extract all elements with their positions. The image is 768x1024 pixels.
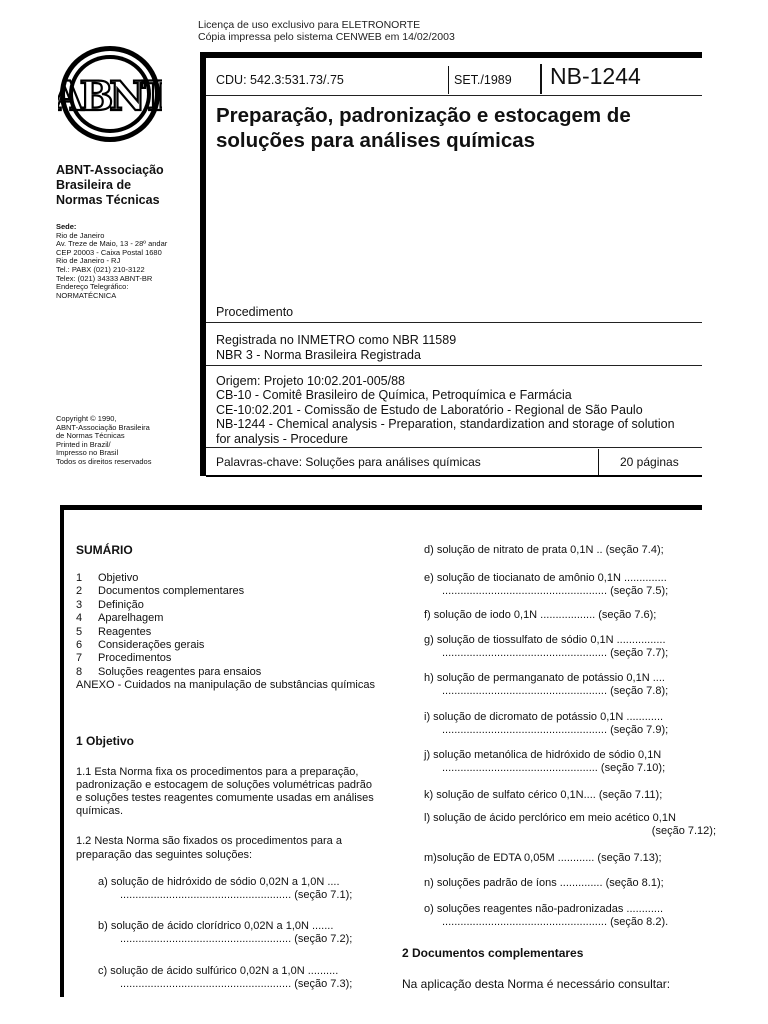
header-top-rule <box>200 52 702 58</box>
toc-item[interactable]: 1 Objetivo <box>76 572 139 584</box>
cdu-code: CDU: 542.3:531.73/.75 <box>216 73 344 87</box>
list-item: g) solução de tiossulfato de sódio 0,1N ................ ...................................................... (seção 7.7); <box>424 634 669 659</box>
rule <box>206 95 702 96</box>
list-item: i) solução de dicromato de potássio 0,1N ............ ...................................................... (seção 7.9); <box>424 711 669 736</box>
divider <box>598 449 599 475</box>
rule <box>206 322 702 323</box>
organization-name: ABNT-Associação Brasileira de Normas Técnicas <box>56 163 164 207</box>
toc-item[interactable]: 7 Procedimentos <box>76 652 172 665</box>
list-item: a) solução de hidróxido de sódio 0,02N a 1,0N .... ........................................................ (seção 7.1); <box>98 876 353 901</box>
abnt-logo <box>58 44 162 144</box>
page-count: 20 páginas <box>620 455 679 469</box>
list-item: m)solução de EDTA 0,05M ............ (seção 7.13); <box>424 852 662 864</box>
list-item: k) solução de sulfato cérico 0,1N.... (seção 7.11); <box>424 789 663 801</box>
document-type: Procedimento <box>216 305 294 319</box>
registration-info: Registrada no INMETRO como NBR 11589 NBR 3 - Norma Brasileira Registrada <box>216 333 457 362</box>
print-line: Cópia impressa pelo sistema CENWEB em 14/02/2003 <box>198 31 455 43</box>
svg-text:ABNT: ABNT <box>58 73 162 120</box>
list-item: c) solução de ácido sulfúrico 0,02N a 1,0N .......... ........................................................ (seção 7.3); <box>98 965 353 990</box>
toc-annex[interactable]: ANEXO - Cuidados na manipulação de substâncias químicas <box>76 679 375 692</box>
section-title-documentos: 2 Documentos complementares <box>402 946 584 960</box>
divider <box>540 64 542 94</box>
list-item: l) solução de ácido perclórico em meio acético 0,1N (seção 7.12); <box>424 812 716 837</box>
paragraph-2: Na aplicação desta Norma é necessário consultar: <box>402 977 671 991</box>
keywords: Palavras-chave: Soluções para análises químicas <box>216 455 481 469</box>
norm-code: NB-1244 <box>550 63 641 89</box>
toc-item[interactable]: 2 Documentos complementares <box>76 585 245 598</box>
copyright-block: Copyright © 1990, ABNT-Associação Brasileira de Normas Técnicas Printed in Brazil/ Impresso no Brasil Todos os direitos reservados <box>56 414 152 466</box>
header-vertical-rule <box>200 52 206 476</box>
list-item: o) soluções reagentes não-padronizadas ............ ...................................................... (seção 8.2). <box>424 903 669 928</box>
license-notice <box>198 19 455 43</box>
list-item: b) solução de ácido clorídrico 0,02N a 1,0N ....... ........................................................ (seção 7.2); <box>98 920 353 945</box>
rule <box>206 447 702 448</box>
list-item: f) solução de iodo 0,1N .................. (seção 7.6); <box>424 609 657 621</box>
section-title-objetivo: 1 Objetivo <box>76 734 135 748</box>
paragraph-1-2: 1.2 Nesta Norma são fixados os procedimentos para a preparação das seguintes soluções: <box>76 835 342 861</box>
list-item: h) solução de permanganato de potássio 0,1N .... ...................................................... (seção 7.8); <box>424 672 669 697</box>
divider <box>448 66 449 94</box>
address-block: Sede: Rio de Janeiro Av. Treze de Maio, 13 - 28º andar CEP 20003 - Caixa Postal 1680 Rio de Janeiro - RJ Tel.: PABX (021) 210-3122 Telex: (021) 34333 ABNT-BR Endereço Telegráfico: NORMATÉCNICA <box>56 222 168 300</box>
list-item: d) solução de nitrato de prata 0,1N .. (seção 7.4); <box>424 544 664 556</box>
toc-item[interactable]: 6 Considerações gerais <box>76 639 205 652</box>
list-item: e) solução de tiocianato de amônio 0,1N .............. ...................................................... (seção 7.5); <box>424 572 669 597</box>
toc-item[interactable]: 4 Aparelhagem <box>76 612 164 625</box>
toc-item[interactable]: 5 Reagentes <box>76 625 152 638</box>
license-line: Licença de uso exclusivo para ELETRONORTE <box>198 19 421 31</box>
rule <box>206 365 702 366</box>
rule <box>206 475 702 477</box>
list-item: n) soluções padrão de íons .............. (seção 8.1); <box>424 877 664 889</box>
paragraph-1-1: 1.1 Esta Norma fixa os procedimentos para a preparação, padronização e estocagem de soluções volumétricas padrão e soluções testes reagentes comumente usadas em análises químicas. <box>76 766 374 817</box>
body-left-rule <box>60 505 64 997</box>
toc-item[interactable]: 3 Definição <box>76 598 144 611</box>
document-title: Preparação, padronização e estocagem de soluções para análises químicas <box>216 104 631 152</box>
publication-date: SET./1989 <box>454 73 512 87</box>
body-top-rule <box>60 505 702 510</box>
table-of-contents <box>76 572 375 693</box>
origin-info: Origem: Projeto 10:02.201-005/88 CB-10 - Comitê Brasileiro de Química, Petroquímica e Farmácia CE-10:02.201 - Comissão de Estudo de Laboratório - Regional de São Paulo NB-1244 - Chemical analysis - Preparation, standardization and storage of solution for analysis - Procedure <box>216 374 675 446</box>
toc-item[interactable]: 8 Soluções reagentes para ensaios <box>76 665 262 678</box>
list-item: j) solução metanólica de hidróxido de sódio 0,1N ................................................... (seção 7.10); <box>424 749 666 774</box>
summary-title: SUMÁRIO <box>76 543 133 557</box>
